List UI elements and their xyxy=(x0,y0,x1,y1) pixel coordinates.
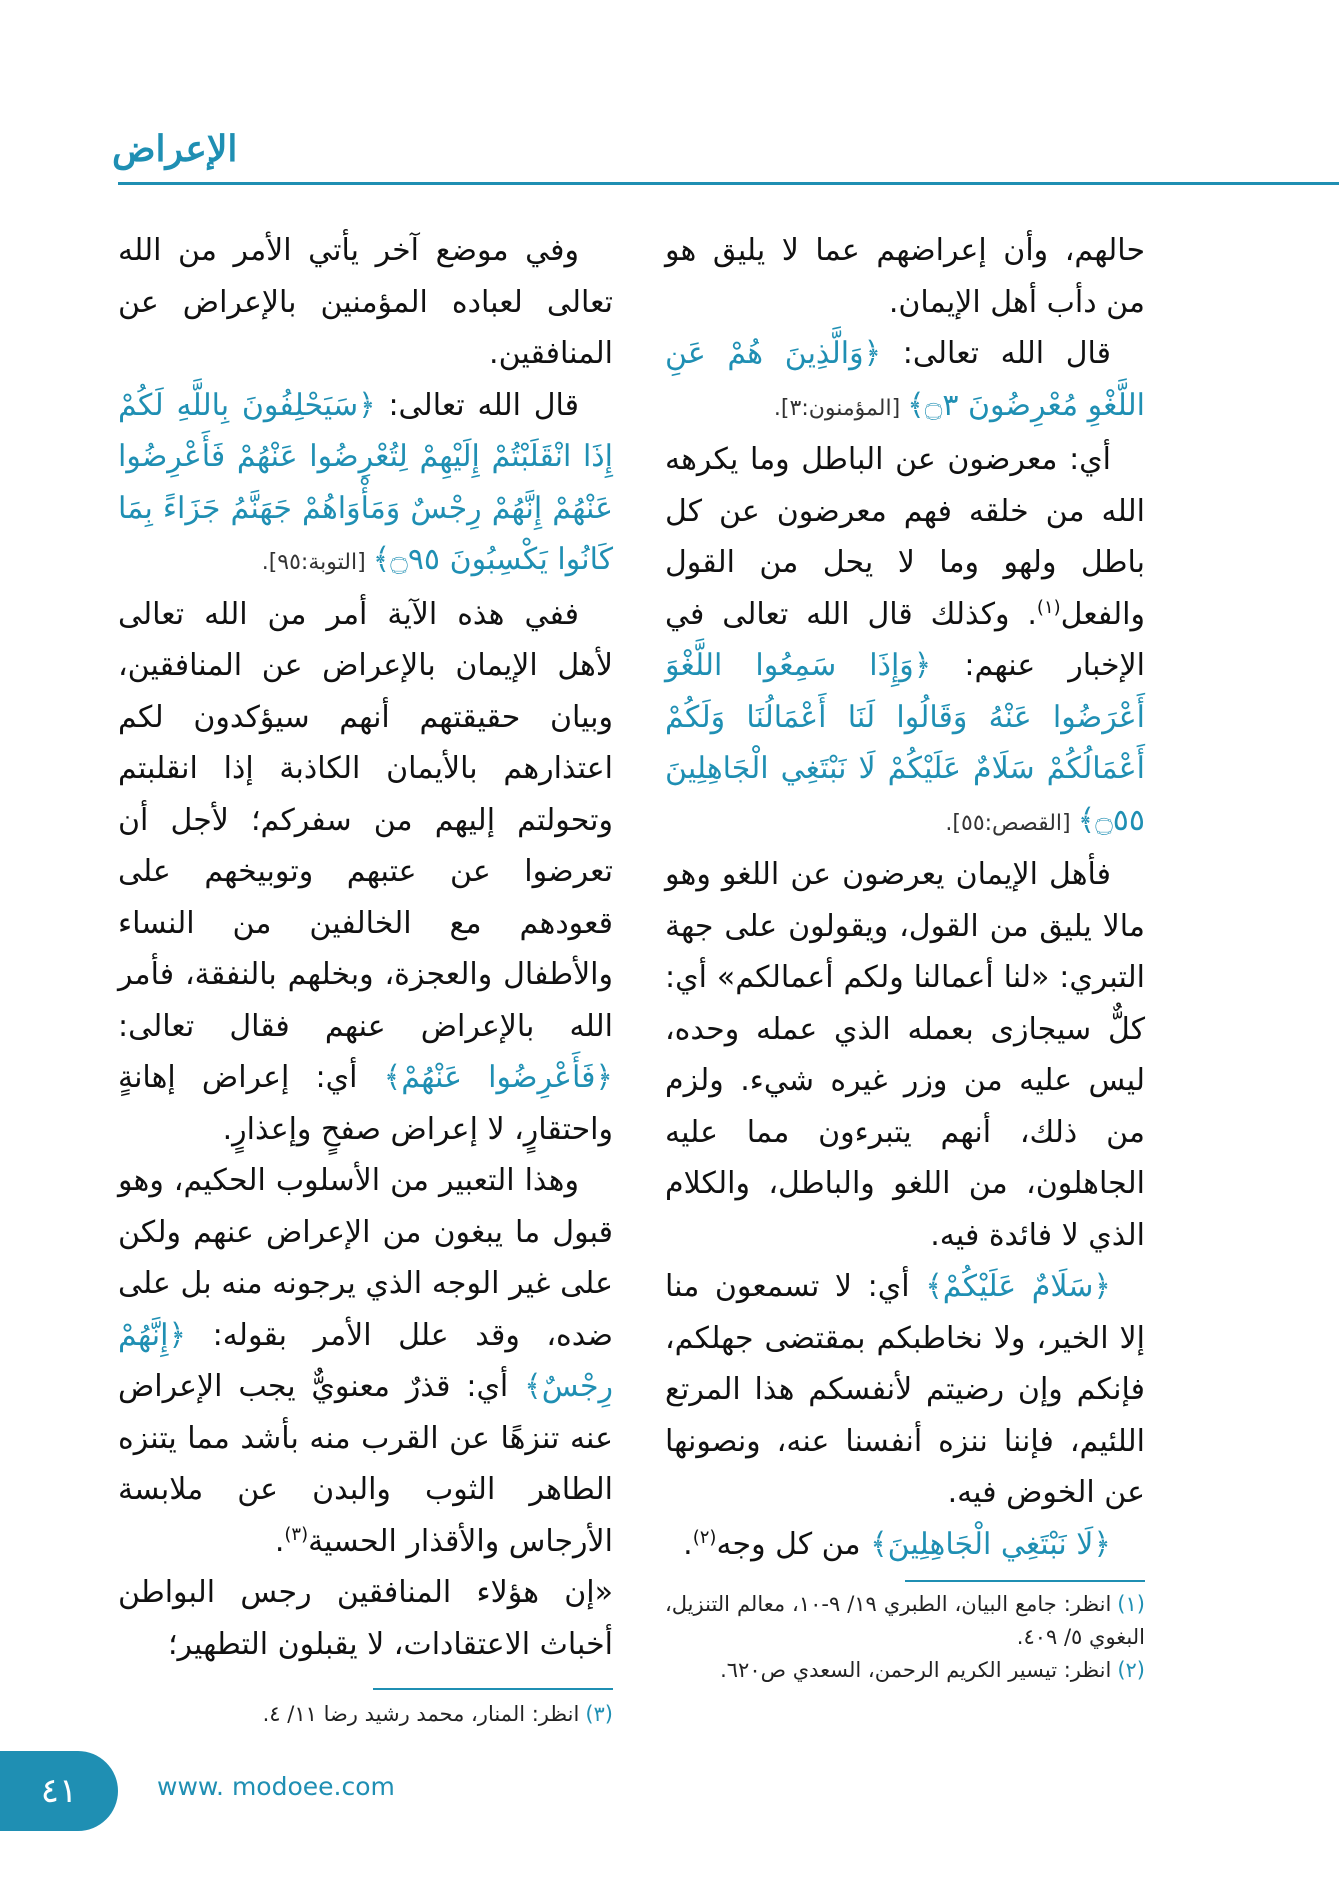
paragraph-text: . وكذلك قال الله تعالى في الإخبار عنهم: xyxy=(665,596,1145,683)
quran-verse: ﴿سَيَحْلِفُونَ بِاللَّهِ لَكُمْ إِذَا انْقَلَبْتُمْ إِلَيْهِمْ لِتُعْرِضُوا عَنْهُمْ فَأَعْرِضُوا عَنْهُمْ إِنَّهُمْ رِجْسٌ وَمَأْوَاهُمْ جَهَنَّمُ جَزَاءً بِمَا كَانُوا يَكْسِبُونَ ۝٩٥﴾ xyxy=(118,387,613,577)
right-paragraph-2 xyxy=(665,328,1145,434)
website-link[interactable]: www. modoee.com xyxy=(157,1772,395,1801)
header-rule xyxy=(118,182,1339,185)
left-paragraph-5: «إن هؤلاء المنافقين رجس البواطن أخباث الاعتقادات، لا يقبلون التطهير؛ xyxy=(118,1575,613,1662)
footnote-number: (٣) xyxy=(585,1702,613,1726)
paragraph-text: ففي هذه الآية أمر من الله تعالى لأهل الإيمان بالإعراض عن المنافقين، وبيان حقيقتهم أنهم سيؤكدون لكم اعتذارهم بالأيمان الكاذبة إذا انقلبتم وتحولتم إليهم من سفركم؛ لأجل أن تعرضوا عن عتبهم وتوبيخهم على قعودهم مع الخالفين من النساء والأطفال والعجزة، وبخلهم بالنفقة، فأمر الله بالإعراض عنهم فقال تعالى: xyxy=(118,596,613,1044)
page-number-badge xyxy=(0,1751,118,1831)
quran-verse: ﴿سَلَامٌ عَلَيْكُمْ﴾ xyxy=(925,1269,1111,1304)
right-paragraph-1: حالهم، وأن إعراضهم عما لا يليق هو من دأب أهل الإيمان. xyxy=(665,233,1145,320)
left-paragraph-1: وفي موضع آخر يأتي الأمر من الله تعالى لعباده المؤمنين بالإعراض عن المنافقين. xyxy=(118,233,613,371)
verse-reference: [المؤمنون:٣]. xyxy=(773,395,908,421)
footnote-text: انظر: تيسير الكريم الرحمن، السعدي ص٦٢٠. xyxy=(720,1658,1112,1682)
footnotes-right xyxy=(665,1588,1145,1687)
footnote-number: (١) xyxy=(1117,1592,1145,1616)
right-paragraph-5 xyxy=(665,1261,1145,1519)
footnote-2 xyxy=(665,1654,1145,1687)
right-paragraph-3 xyxy=(665,434,1145,849)
chapter-title: الإعراض xyxy=(112,128,238,170)
footnote-text: انظر: المنار، محمد رشيد رضا ١١/ ٤. xyxy=(262,1702,580,1726)
paragraph-text: أي: قذرٌ معنويٌّ يجب الإعراض عنه تنزهًا عن القرب منه بأشد مما يتنزه الطاهر الثوب والبدن عن ملابسة الأرجاس والأقذار الحسية xyxy=(118,1369,613,1559)
left-paragraph-3 xyxy=(118,589,613,1156)
footnote-marker: (٣) xyxy=(284,1523,309,1545)
right-paragraph-4: فأهل الإيمان يعرضون عن اللغو وهو مالا يليق من القول، ويقولون على جهة التبري: «لنا أعمالنا ولكم أعمالكم» أي: كلٌّ سيجازى بعمله الذي عمله وحده، ليس عليه من وزر غيره شيء. ولزم من ذلك، أنهم يتبرءون مما عليه الجاهلون، من اللغو والباطل، والكلام الذي لا فائدة فيه. xyxy=(665,857,1145,1253)
right-column xyxy=(665,225,1145,1570)
footnotes-left xyxy=(118,1698,613,1731)
verse-reference: [القصص:٥٥]. xyxy=(945,810,1078,836)
paragraph-text: أي: إعراض إهانةٍ واحتقارٍ، لا إعراض صفحٍ وإعذارٍ. xyxy=(118,1060,613,1147)
footnote-number: (٢) xyxy=(1117,1658,1145,1682)
quran-verse: ﴿وَإِذَا سَمِعُوا اللَّغْوَ أَعْرَضُوا عَنْهُ وَقَالُوا لَنَا أَعْمَالُنَا وَلَكُمْ أَعْمَالُكُمْ سَلَامٌ عَلَيْكُمْ لَا نَبْتَغِي الْجَاهِلِينَ ۝٥٥﴾ xyxy=(665,648,1145,838)
page-number: ٤١ xyxy=(40,1771,78,1811)
paragraph-text: . xyxy=(683,1526,693,1562)
quote-intro: قال الله تعالى: xyxy=(375,387,579,423)
verse-reference: [التوبة:٩٥]. xyxy=(261,550,373,575)
paragraph-text: . xyxy=(274,1523,285,1559)
footnote-rule-right xyxy=(905,1580,1145,1582)
footnote-rule-left xyxy=(373,1688,613,1690)
footnote-3 xyxy=(118,1698,613,1731)
paragraph-text: من كل وجه xyxy=(716,1526,871,1562)
paragraph-text: أي: لا تسمعون منا إلا الخير، ولا نخاطبكم بمقتضى جهلكم، فإنكم وإن رضيتم لأنفسكم هذا المرتع اللئيم، فإننا ننزه أنفسنا عنه، ونصونها عن الخوض فيه. xyxy=(665,1269,1145,1510)
footnote-marker: (١) xyxy=(1036,596,1061,618)
quran-verse: ﴿لَا نَبْتَغِي الْجَاهِلِينَ﴾ xyxy=(870,1526,1111,1562)
left-column xyxy=(118,225,613,1670)
quote-intro: قال الله تعالى: xyxy=(881,336,1111,371)
footnote-text: انظر: جامع البيان، الطبري ١٩/ ٩-١٠، معالم التنزيل، البغوي ٥/ ٤٠٩. xyxy=(665,1592,1145,1649)
paragraph-text: وهذا التعبير من الأسلوب الحكيم، وهو قبول ما يبغون من الإعراض عنهم ولكن على غير الوجه الذي يرجونه منه بل على ضده، وقد علل الأمر بقوله: xyxy=(118,1163,613,1353)
quran-verse: ﴿وَالَّذِينَ هُمْ عَنِ اللَّغْوِ مُعْرِضُونَ ۝٣﴾ xyxy=(665,336,1145,423)
paragraph-text: أي: معرضون عن الباطل وما يكرهه الله من خلقه فهم معرضون عن كل باطل ولهو وما لا يحل من القول والفعل xyxy=(665,442,1145,632)
left-paragraph-2 xyxy=(118,380,613,589)
footnote-marker: (٢) xyxy=(692,1526,717,1548)
footnote-1 xyxy=(665,1588,1145,1654)
left-paragraph-4 xyxy=(118,1155,613,1567)
quran-verse: ﴿فَأَعْرِضُوا عَنْهُمْ﴾ xyxy=(383,1060,614,1095)
quran-verse: ﴿إِنَّهُمْ رِجْسٌ﴾ xyxy=(118,1317,613,1404)
right-paragraph-6 xyxy=(665,1519,1145,1571)
